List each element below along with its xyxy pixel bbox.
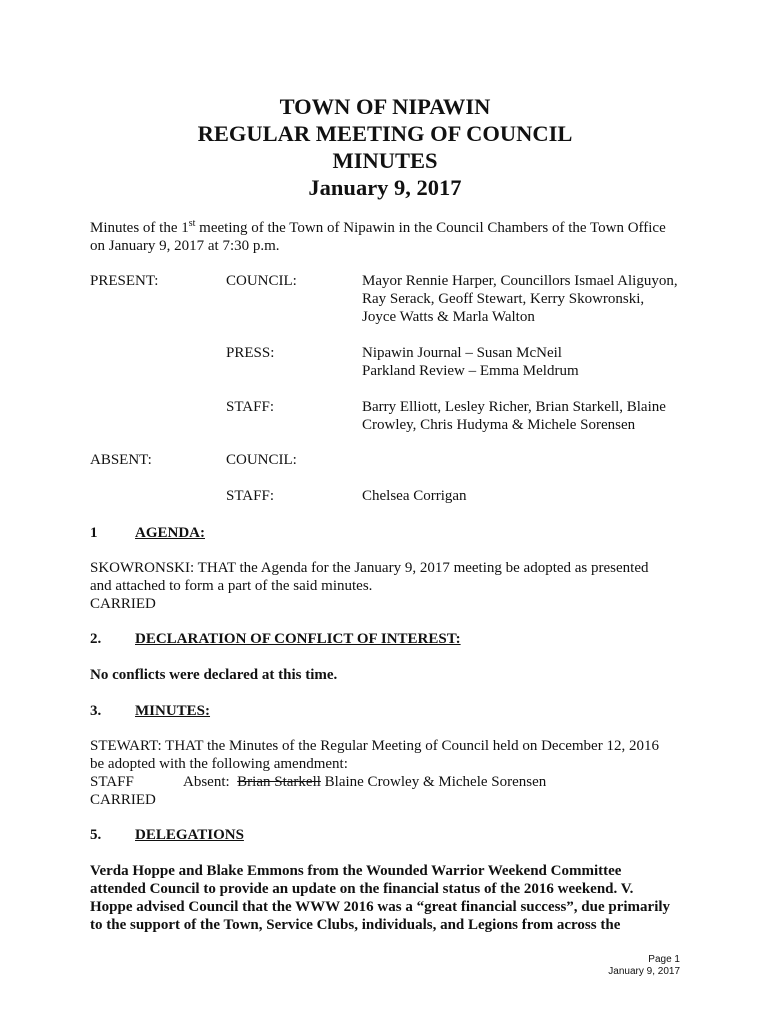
absent-staff-label: STAFF: <box>226 488 274 504</box>
section-title-agenda: AGENDA: <box>135 525 205 541</box>
section-number: 3. <box>90 703 102 719</box>
conflict-statement: No conflicts were declared at this time. <box>90 667 338 683</box>
intro-paragraph: Minutes of the 1st meeting of the Town of Nipawin in the Council Chambers of the Town Office on January 9, 2017 at 7:30 p.m. <box>90 218 666 254</box>
amendment-names: Blaine Crowley & Michele Sorensen <box>320 774 547 790</box>
present-staff-label: STAFF: <box>226 399 274 415</box>
present-press-label: PRESS: <box>226 345 275 361</box>
section-number: 5. <box>90 827 102 843</box>
present-council-label: COUNCIL: <box>226 273 297 289</box>
title-minutes: MINUTES <box>332 148 438 173</box>
document-title <box>0 93 770 201</box>
title-meeting: REGULAR MEETING OF COUNCIL <box>197 121 573 146</box>
title-date: January 9, 2017 <box>308 175 462 200</box>
absent-label: ABSENT: <box>90 452 152 468</box>
footer-date: January 9, 2017 <box>608 966 680 977</box>
present-press-names: Nipawin Journal – Susan McNeil Parkland Review – Emma Meldrum <box>362 345 579 379</box>
absent-staff-names: Chelsea Corrigan <box>362 488 467 504</box>
delegations-text: Verda Hoppe and Blake Emmons from the Wounded Warrior Weekend Committee attended Council to provide an update on the financial status of the 2016 weekend. V. Hoppe advised Council that the WWW 2016 was a “great financial success”, due primarily to the support of the Town, Service Clubs, individuals, and Legions from across the <box>90 863 671 933</box>
page-footer <box>608 954 680 978</box>
amendment-staff: STAFF <box>90 774 134 790</box>
present-label: PRESENT: <box>90 273 159 289</box>
minutes-motion: STEWART: THAT the Minutes of the Regular Meeting of Council held on December 12, 2016 be adopted with the following amendment: STAFF Absent: Brian Starkell Blaine Crowley & Michele Sorensen CARRIED <box>90 738 659 808</box>
title-town: TOWN OF NIPAWIN <box>279 94 491 119</box>
amendment-absent: Absent: <box>183 774 230 790</box>
page-number: Page 1 <box>648 954 680 965</box>
agenda-motion: SKOWRONSKI: THAT the Agenda for the January 9, 2017 meeting be adopted as presented and attached to form a part of the said minutes. CARRIED <box>90 560 649 612</box>
section-number: 1 <box>90 525 98 541</box>
section-title-conflict: DECLARATION OF CONFLICT OF INTEREST: <box>135 631 461 647</box>
section-number: 2. <box>90 631 102 647</box>
struck-name: Brian Starkell <box>237 774 321 790</box>
present-staff-names: Barry Elliott, Lesley Richer, Brian Starkell, Blaine Crowley, Chris Hudyma & Michele Sorensen <box>362 399 666 433</box>
section-title-delegations: DELEGATIONS <box>135 827 244 843</box>
present-council-names: Mayor Rennie Harper, Councillors Ismael Aliguyon, Ray Serack, Geoff Stewart, Kerry Skowronski, Joyce Watts & Marla Walton <box>362 273 678 325</box>
absent-council-label: COUNCIL: <box>226 452 297 468</box>
section-title-minutes: MINUTES: <box>135 703 211 719</box>
